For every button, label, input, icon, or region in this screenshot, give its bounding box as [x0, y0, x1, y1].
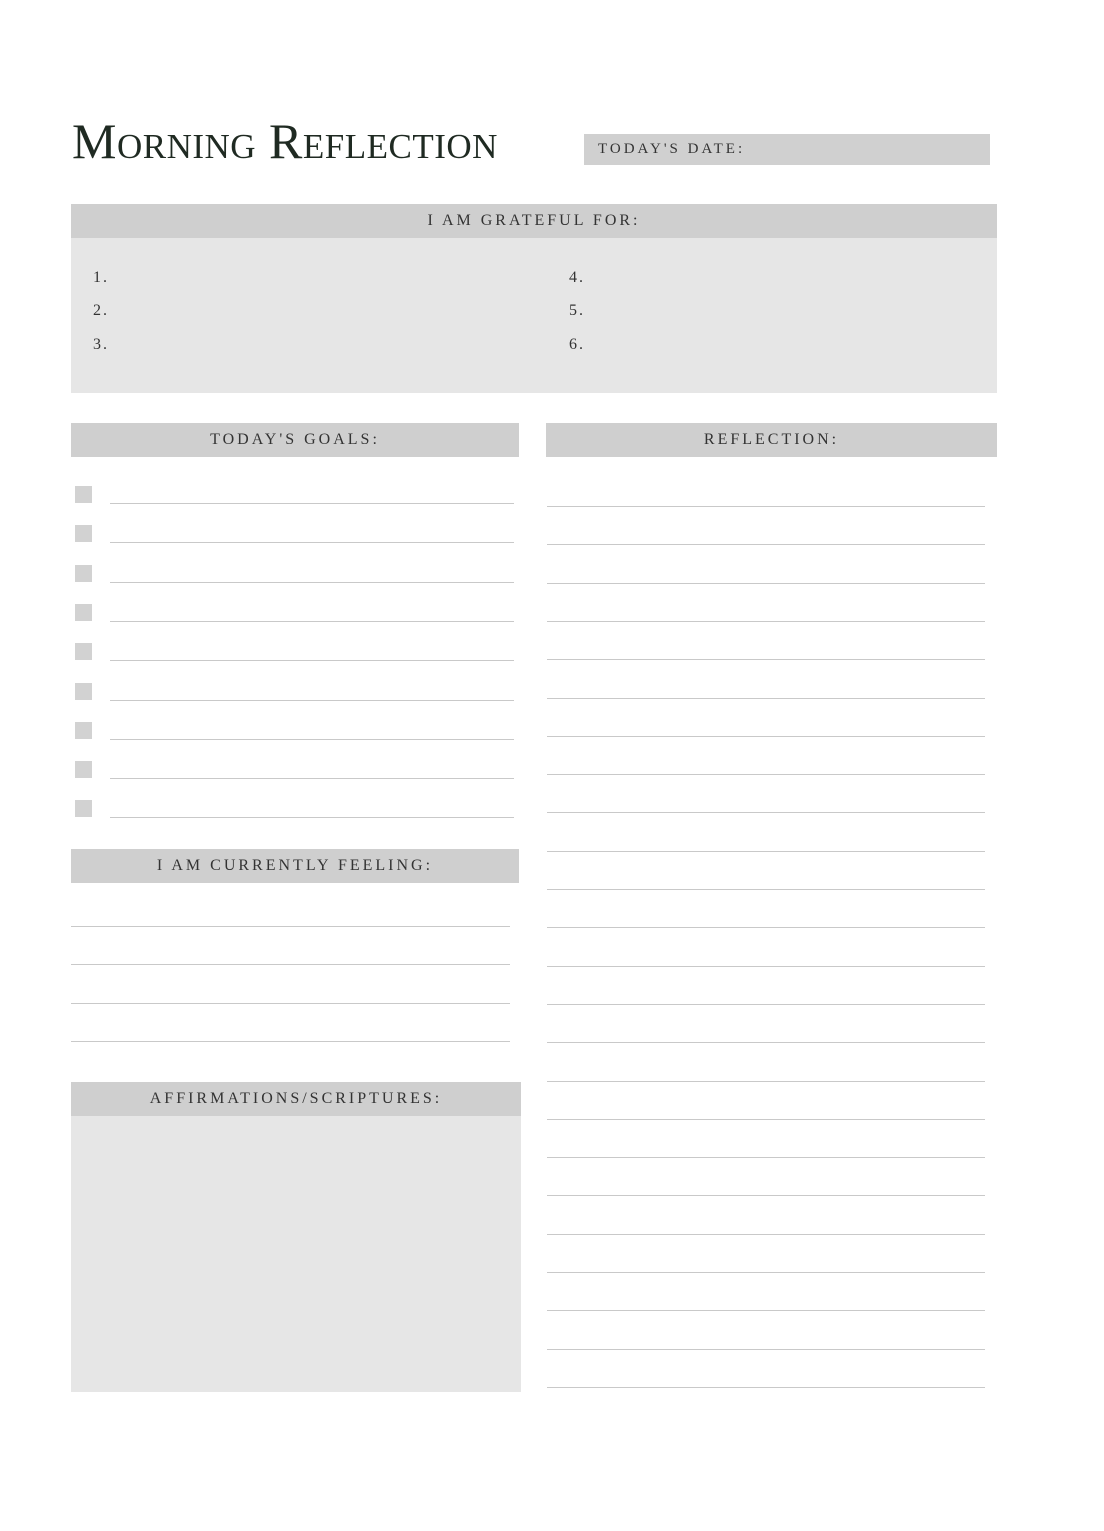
- goal-checkbox[interactable]: [75, 604, 92, 621]
- reflection-line[interactable]: [547, 966, 985, 967]
- feeling-line[interactable]: [71, 1041, 510, 1042]
- goal-line[interactable]: [110, 503, 514, 504]
- goal-checkbox[interactable]: [75, 800, 92, 817]
- feeling-line[interactable]: [71, 964, 510, 965]
- grateful-item-number: 1.: [93, 269, 109, 286]
- goal-line[interactable]: [110, 817, 514, 818]
- grateful-item-number: 3.: [93, 336, 109, 353]
- reflection-line[interactable]: [547, 1310, 985, 1311]
- goal-checkbox[interactable]: [75, 643, 92, 660]
- reflection-line[interactable]: [547, 1157, 985, 1158]
- goal-line[interactable]: [110, 778, 514, 779]
- affirmations-panel[interactable]: [71, 1116, 521, 1392]
- goal-checkbox[interactable]: [75, 722, 92, 739]
- reflection-line[interactable]: [547, 1349, 985, 1350]
- reflection-line[interactable]: [547, 1042, 985, 1043]
- grateful-panel[interactable]: [71, 238, 997, 393]
- goal-checkbox[interactable]: [75, 683, 92, 700]
- reflection-line[interactable]: [547, 506, 985, 507]
- reflection-line[interactable]: [547, 812, 985, 813]
- feeling-line[interactable]: [71, 926, 510, 927]
- todays-date-field[interactable]: [584, 134, 990, 165]
- reflection-header: [546, 423, 997, 457]
- feeling-header: [71, 849, 519, 883]
- grateful-heading: I AM GRATEFUL FOR:: [427, 212, 641, 229]
- reflection-line[interactable]: [547, 736, 985, 737]
- goal-checkbox[interactable]: [75, 486, 92, 503]
- reflection-line[interactable]: [547, 1119, 985, 1120]
- reflection-line[interactable]: [547, 774, 985, 775]
- reflection-line[interactable]: [547, 927, 985, 928]
- goal-checkbox[interactable]: [75, 565, 92, 582]
- goal-checkbox[interactable]: [75, 525, 92, 542]
- grateful-item-number: 5.: [569, 302, 585, 319]
- reflection-line[interactable]: [547, 1081, 985, 1082]
- goal-line[interactable]: [110, 582, 514, 583]
- goal-checkbox[interactable]: [75, 761, 92, 778]
- reflection-line[interactable]: [547, 698, 985, 699]
- reflection-line[interactable]: [547, 621, 985, 622]
- reflection-line[interactable]: [547, 583, 985, 584]
- reflection-line[interactable]: [547, 544, 985, 545]
- feeling-heading: I AM CURRENTLY FEELING:: [156, 857, 434, 874]
- goal-line[interactable]: [110, 542, 514, 543]
- reflection-heading: REFLECTION:: [703, 431, 840, 448]
- todays-date-label: TODAY'S DATE:: [598, 141, 746, 157]
- page-title: Morning Reflection: [72, 113, 498, 169]
- goal-line[interactable]: [110, 739, 514, 740]
- reflection-line[interactable]: [547, 1004, 985, 1005]
- grateful-item-number: 4.: [569, 269, 585, 286]
- goals-header: [71, 423, 519, 457]
- goal-line[interactable]: [110, 660, 514, 661]
- grateful-header: [71, 204, 997, 238]
- reflection-line[interactable]: [547, 1387, 985, 1388]
- grateful-item-number: 6.: [569, 336, 585, 353]
- reflection-line[interactable]: [547, 889, 985, 890]
- reflection-line[interactable]: [547, 1195, 985, 1196]
- reflection-line[interactable]: [547, 1234, 985, 1235]
- reflection-line[interactable]: [547, 659, 985, 660]
- affirmations-heading: AFFIRMATIONS/SCRIPTURES:: [149, 1090, 443, 1107]
- goal-line[interactable]: [110, 700, 514, 701]
- feeling-line[interactable]: [71, 1003, 510, 1004]
- reflection-line[interactable]: [547, 851, 985, 852]
- goal-line[interactable]: [110, 621, 514, 622]
- grateful-item-number: 2.: [93, 302, 109, 319]
- reflection-line[interactable]: [547, 1272, 985, 1273]
- affirmations-header: [71, 1082, 521, 1116]
- goals-heading: TODAY'S GOALS:: [210, 431, 380, 448]
